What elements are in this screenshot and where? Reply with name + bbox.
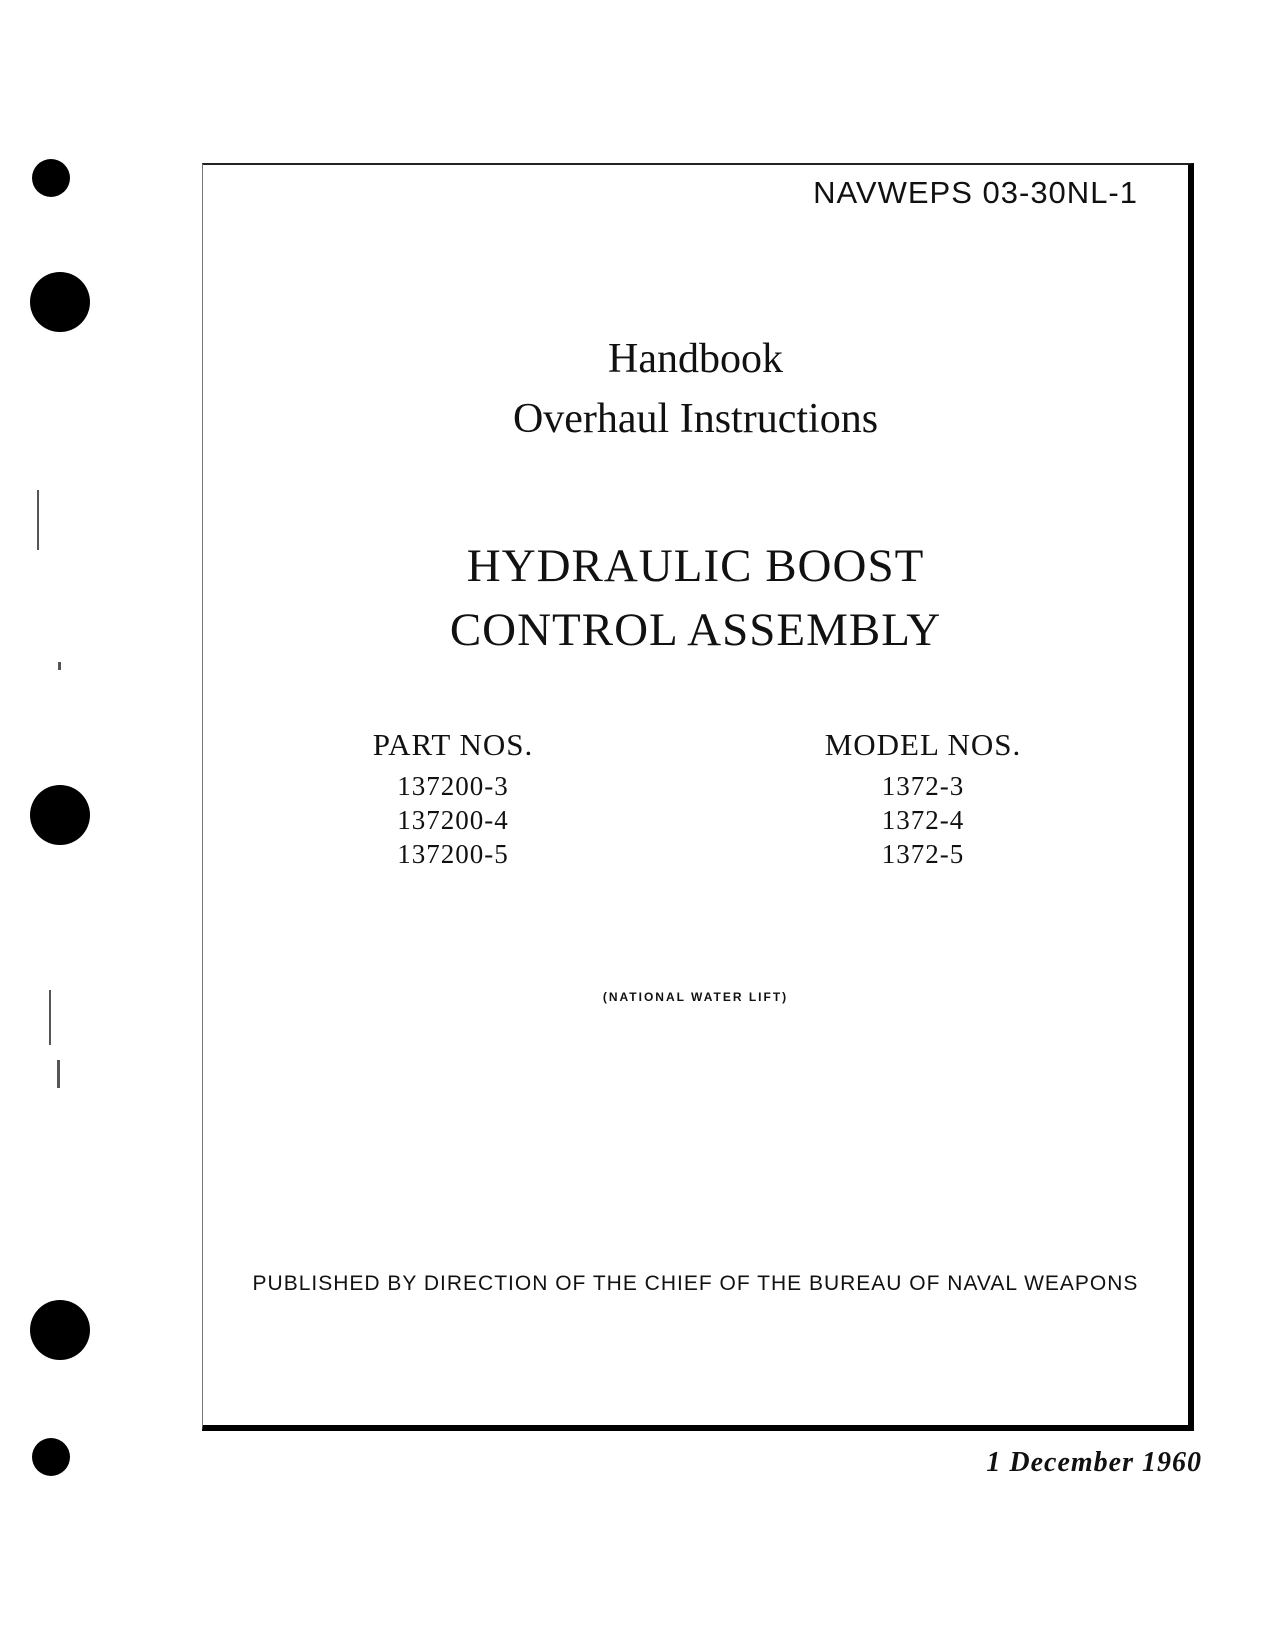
- scan-mark: [57, 1060, 60, 1088]
- subject-line-2: CONTROL ASSEMBLY: [449, 604, 942, 656]
- title-overhaul-instructions: Overhaul Instructions: [512, 396, 879, 442]
- scan-mark: [37, 490, 39, 550]
- model-number: 1372-4: [881, 805, 965, 835]
- part-numbers-column: [353, 727, 553, 871]
- manufacturer-name: (NATIONAL WATER LIFT): [602, 990, 789, 1004]
- punch-hole: [32, 159, 70, 197]
- part-number: 137200-5: [397, 839, 509, 869]
- model-number: 1372-3: [881, 771, 965, 801]
- publication-date: 1 December 1960: [986, 1447, 1202, 1478]
- punch-hole: [30, 785, 90, 845]
- part-numbers-heading: PART NOS.: [372, 727, 534, 762]
- model-number: 1372-5: [881, 839, 965, 869]
- model-numbers-heading: MODEL NOS.: [824, 727, 1022, 762]
- publication-authority: PUBLISHED BY DIRECTION OF THE CHIEF OF THE BUREAU OF NAVAL WEAPONS: [252, 1272, 1139, 1295]
- model-numbers-column: [813, 727, 1033, 871]
- punch-hole: [30, 1300, 90, 1360]
- document-number: NAVWEPS 03-30NL-1: [813, 175, 1138, 210]
- title-handbook: Handbook: [608, 336, 783, 382]
- scan-mark: [49, 990, 51, 1045]
- subject-line-1: HYDRAULIC BOOST: [466, 540, 925, 592]
- part-number: 137200-4: [397, 805, 509, 835]
- punch-hole: [32, 1438, 70, 1476]
- punch-hole: [30, 272, 90, 332]
- cover-frame: [202, 163, 1194, 1431]
- part-number: 137200-3: [397, 771, 509, 801]
- scan-mark: [58, 662, 61, 670]
